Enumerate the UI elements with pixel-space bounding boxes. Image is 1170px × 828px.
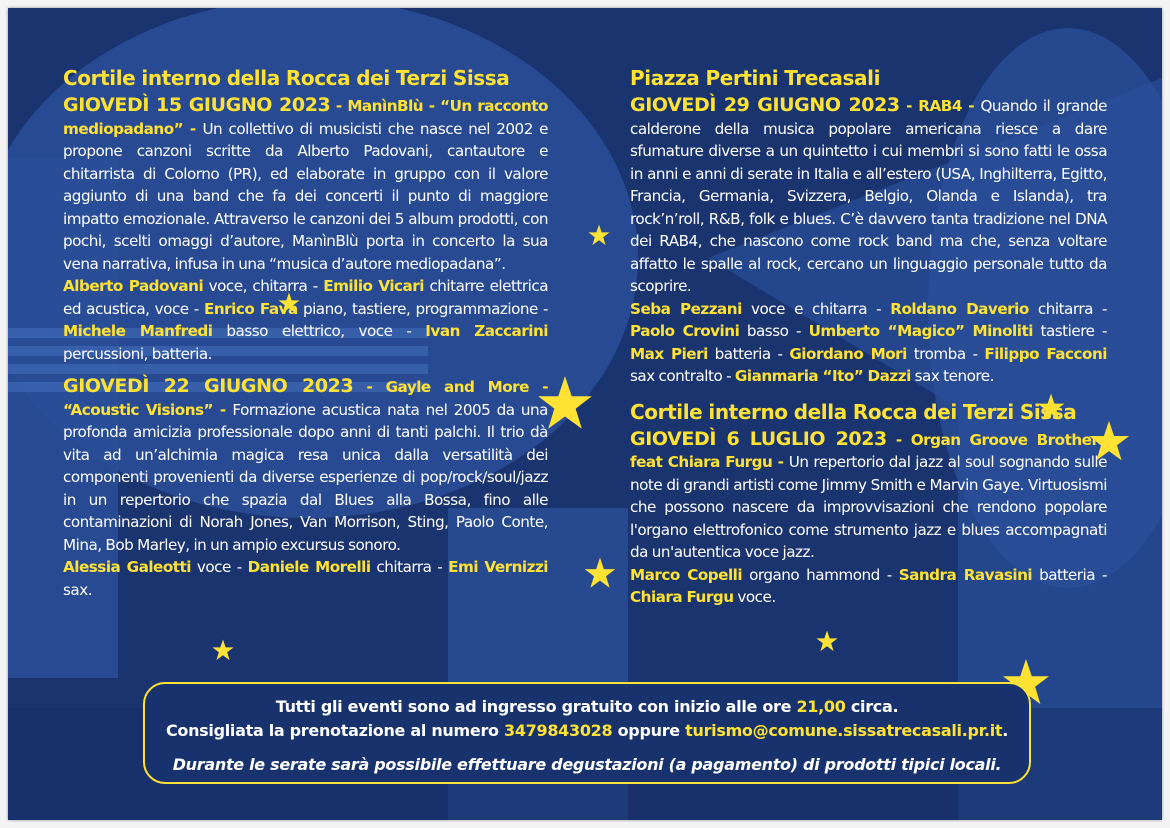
performer-role: voce, chitarra -	[203, 277, 324, 295]
performer-name: Max Pieri	[630, 344, 708, 363]
event-6-luglio	[630, 428, 1107, 564]
performer-role: voce.	[733, 588, 776, 606]
event-date: GIOVEDÌ 29 GIUGNO 2023	[630, 94, 900, 116]
performer-role: organo hammond -	[742, 565, 899, 584]
performer-role: batteria -	[707, 344, 790, 363]
performer-role: piano, tastiere, programmazione -	[297, 299, 548, 318]
performer-name: Umberto “Magico” Minoliti	[808, 322, 1033, 340]
phone-number[interactable]: 3479843028	[504, 721, 613, 740]
performer-name: Chiara Furgu	[630, 588, 734, 606]
event-description: Un repertorio dal jazz al soul sognando sulle note di grandi artisti come Jimmy Smith e Marvin Gaye. Virtuosismi che possono nascere da improvvisazioni che rendono popolare l'organo elettrofonico come strumento jazz e blues accompagnati da un'autentica voce jazz.	[630, 453, 1107, 561]
event-description: Un collettivo di musicisti che nasce nel 2002 e propone canzoni scritte da Alberto Padovani, cantautore e chitarrista di Colorno (PR), ed elaborate in gruppo con il valore aggiunto di una band che fa dei concerti il punto di maggiore impatto emozionale. Attraverso le canzoni dei 5 album prodotti, con pochi, scelti omaggi d’autore, ManìnBlù porta in concerto la sua vena narrativa, infusa in una “musica d’autore mediopadana”.	[63, 119, 549, 273]
performer-name: Alberto Padovani	[63, 277, 204, 295]
event-description: Formazione acustica nata nel 2005 da una profonda amicizia professionale dopo anni di tanti palchi. Il trio dà vita ad un’alchimia magica resa unica dalla versatilità dei componenti provenienti da diverse esperienze di pop/rock/soul/jazz in un repertorio che spazia dal Blues alla Bossa, fino alle contaminazioni di Norah Jones, Van Morrison, Sting, Paolo Conte, Mina, Bob Marley, in un ampio excursus sonoro.	[63, 400, 548, 554]
right-column	[630, 64, 1107, 619]
performer-name: Michele Manfredi	[63, 322, 213, 340]
event-22-giugno	[63, 375, 548, 556]
performer-name: Alessia Galeotti	[63, 558, 192, 576]
flyer-page	[8, 8, 1162, 820]
performer-role: basso -	[739, 322, 809, 340]
info-text: oppure	[612, 721, 686, 740]
info-line-entry	[145, 697, 1029, 716]
performer-name: Giordano Mori	[789, 344, 907, 363]
left-column	[63, 64, 548, 611]
event-description: Quando il grande calderone della musica popolare americana riesce a dare sfumature diverse a un quintetto i cui membri si sono fatti le ossa in anni e anni di serate in Italia e all’estero (USA, Inghilterra, Egitto, Francia, Germania, Svizzera, Belgio, Olanda e Islanda), tra rock’n’roll, R&B, folk e blues. C’è davvero tanta tradizione nel DNA dei RAB4, che nascono come rock band ma che, senza voltare affatto le spalle al rock, cercano un linguaggio personale tutto da scoprire.	[630, 97, 1108, 295]
venue-title: Cortile interno della Rocca dei Terzi Sissa	[630, 399, 1077, 424]
performer-name: Emi Vernizzi	[448, 558, 549, 576]
star-icon	[584, 557, 616, 589]
event-cast	[63, 275, 548, 365]
performer-role: tastiere -	[1032, 322, 1108, 340]
performer-name: Filippo Facconi	[984, 344, 1108, 363]
email-link[interactable]: turismo@comune.sissatrecasali.pr.it	[685, 721, 1003, 740]
performer-name: Enrico Fava	[203, 299, 298, 318]
info-line-tasting: Durante le serate sarà possibile effettuare degustazioni (a pagamento) di prodotti tipici locali.	[172, 755, 1002, 774]
performer-role: percussioni, batteria.	[63, 344, 213, 363]
event-date: GIOVEDÌ 6 LUGLIO 2023	[630, 427, 887, 450]
performer-role: chitarre elettrica ed acustica, voce -	[63, 277, 549, 318]
performer-role: chitarra -	[370, 558, 449, 576]
performer-name: Ivan Zaccarini	[425, 322, 548, 340]
event-title: - Organ Groove Brothers feat Chiara Furgu -	[630, 430, 1107, 471]
performer-role: chitarra -	[1028, 299, 1107, 318]
performer-role: voce e chitarra -	[741, 299, 891, 318]
info-text: .	[1002, 721, 1009, 740]
performer-role: voce -	[191, 558, 248, 576]
event-date: GIOVEDÌ 22 GIUGNO 2023	[63, 375, 354, 397]
info-text: Consigliata la prenotazione al numero	[165, 721, 504, 740]
performer-role: basso elettrico, voce -	[212, 322, 426, 340]
performer-role: sax contralto -	[630, 367, 735, 385]
star-icon	[588, 224, 610, 246]
event-cast	[630, 564, 1107, 609]
performer-role: sax.	[63, 580, 93, 599]
performer-name: Gianmaria “Ito” Dazzi	[734, 367, 911, 385]
star-icon	[212, 639, 234, 661]
star-icon	[816, 630, 838, 652]
event-title: - RAB4 -	[899, 97, 981, 115]
event-15-giugno	[63, 94, 548, 275]
venue-title: Piazza Pertini Trecasali	[630, 66, 881, 90]
performer-role: sax tenore.	[910, 367, 994, 385]
event-date: GIOVEDÌ 15 GIUGNO 2023	[63, 94, 331, 116]
performer-name: Sandra Ravasini	[898, 565, 1033, 584]
performer-name: Roldano Daverio	[890, 299, 1029, 318]
performer-name: Daniele Morelli	[247, 558, 371, 576]
info-text: circa.	[845, 697, 899, 716]
performer-name: Seba Pezzani	[630, 299, 742, 318]
info-line-booking	[145, 721, 1029, 740]
event-cast	[63, 556, 548, 601]
performer-name: Emilio Vicari	[323, 277, 424, 295]
performer-name: Marco Copelli	[630, 565, 743, 584]
event-title: - Gayle and More - “Acoustic Visions” -	[63, 378, 549, 419]
event-cast	[630, 298, 1107, 388]
venue-title: Cortile interno della Rocca dei Terzi Sissa	[63, 66, 510, 90]
performer-name: Paolo Crovini	[630, 322, 740, 340]
performer-role: tromba -	[906, 344, 985, 363]
info-text: Tutti gli eventi sono ad ingresso gratuito con inizio alle ore	[275, 697, 797, 716]
event-29-giugno	[630, 94, 1107, 298]
start-time: 21,00	[796, 697, 846, 716]
info-box	[143, 682, 1031, 784]
performer-role: batteria -	[1032, 565, 1107, 584]
event-title: - ManìnBlù - “Un racconto mediopadano” -	[63, 97, 548, 138]
